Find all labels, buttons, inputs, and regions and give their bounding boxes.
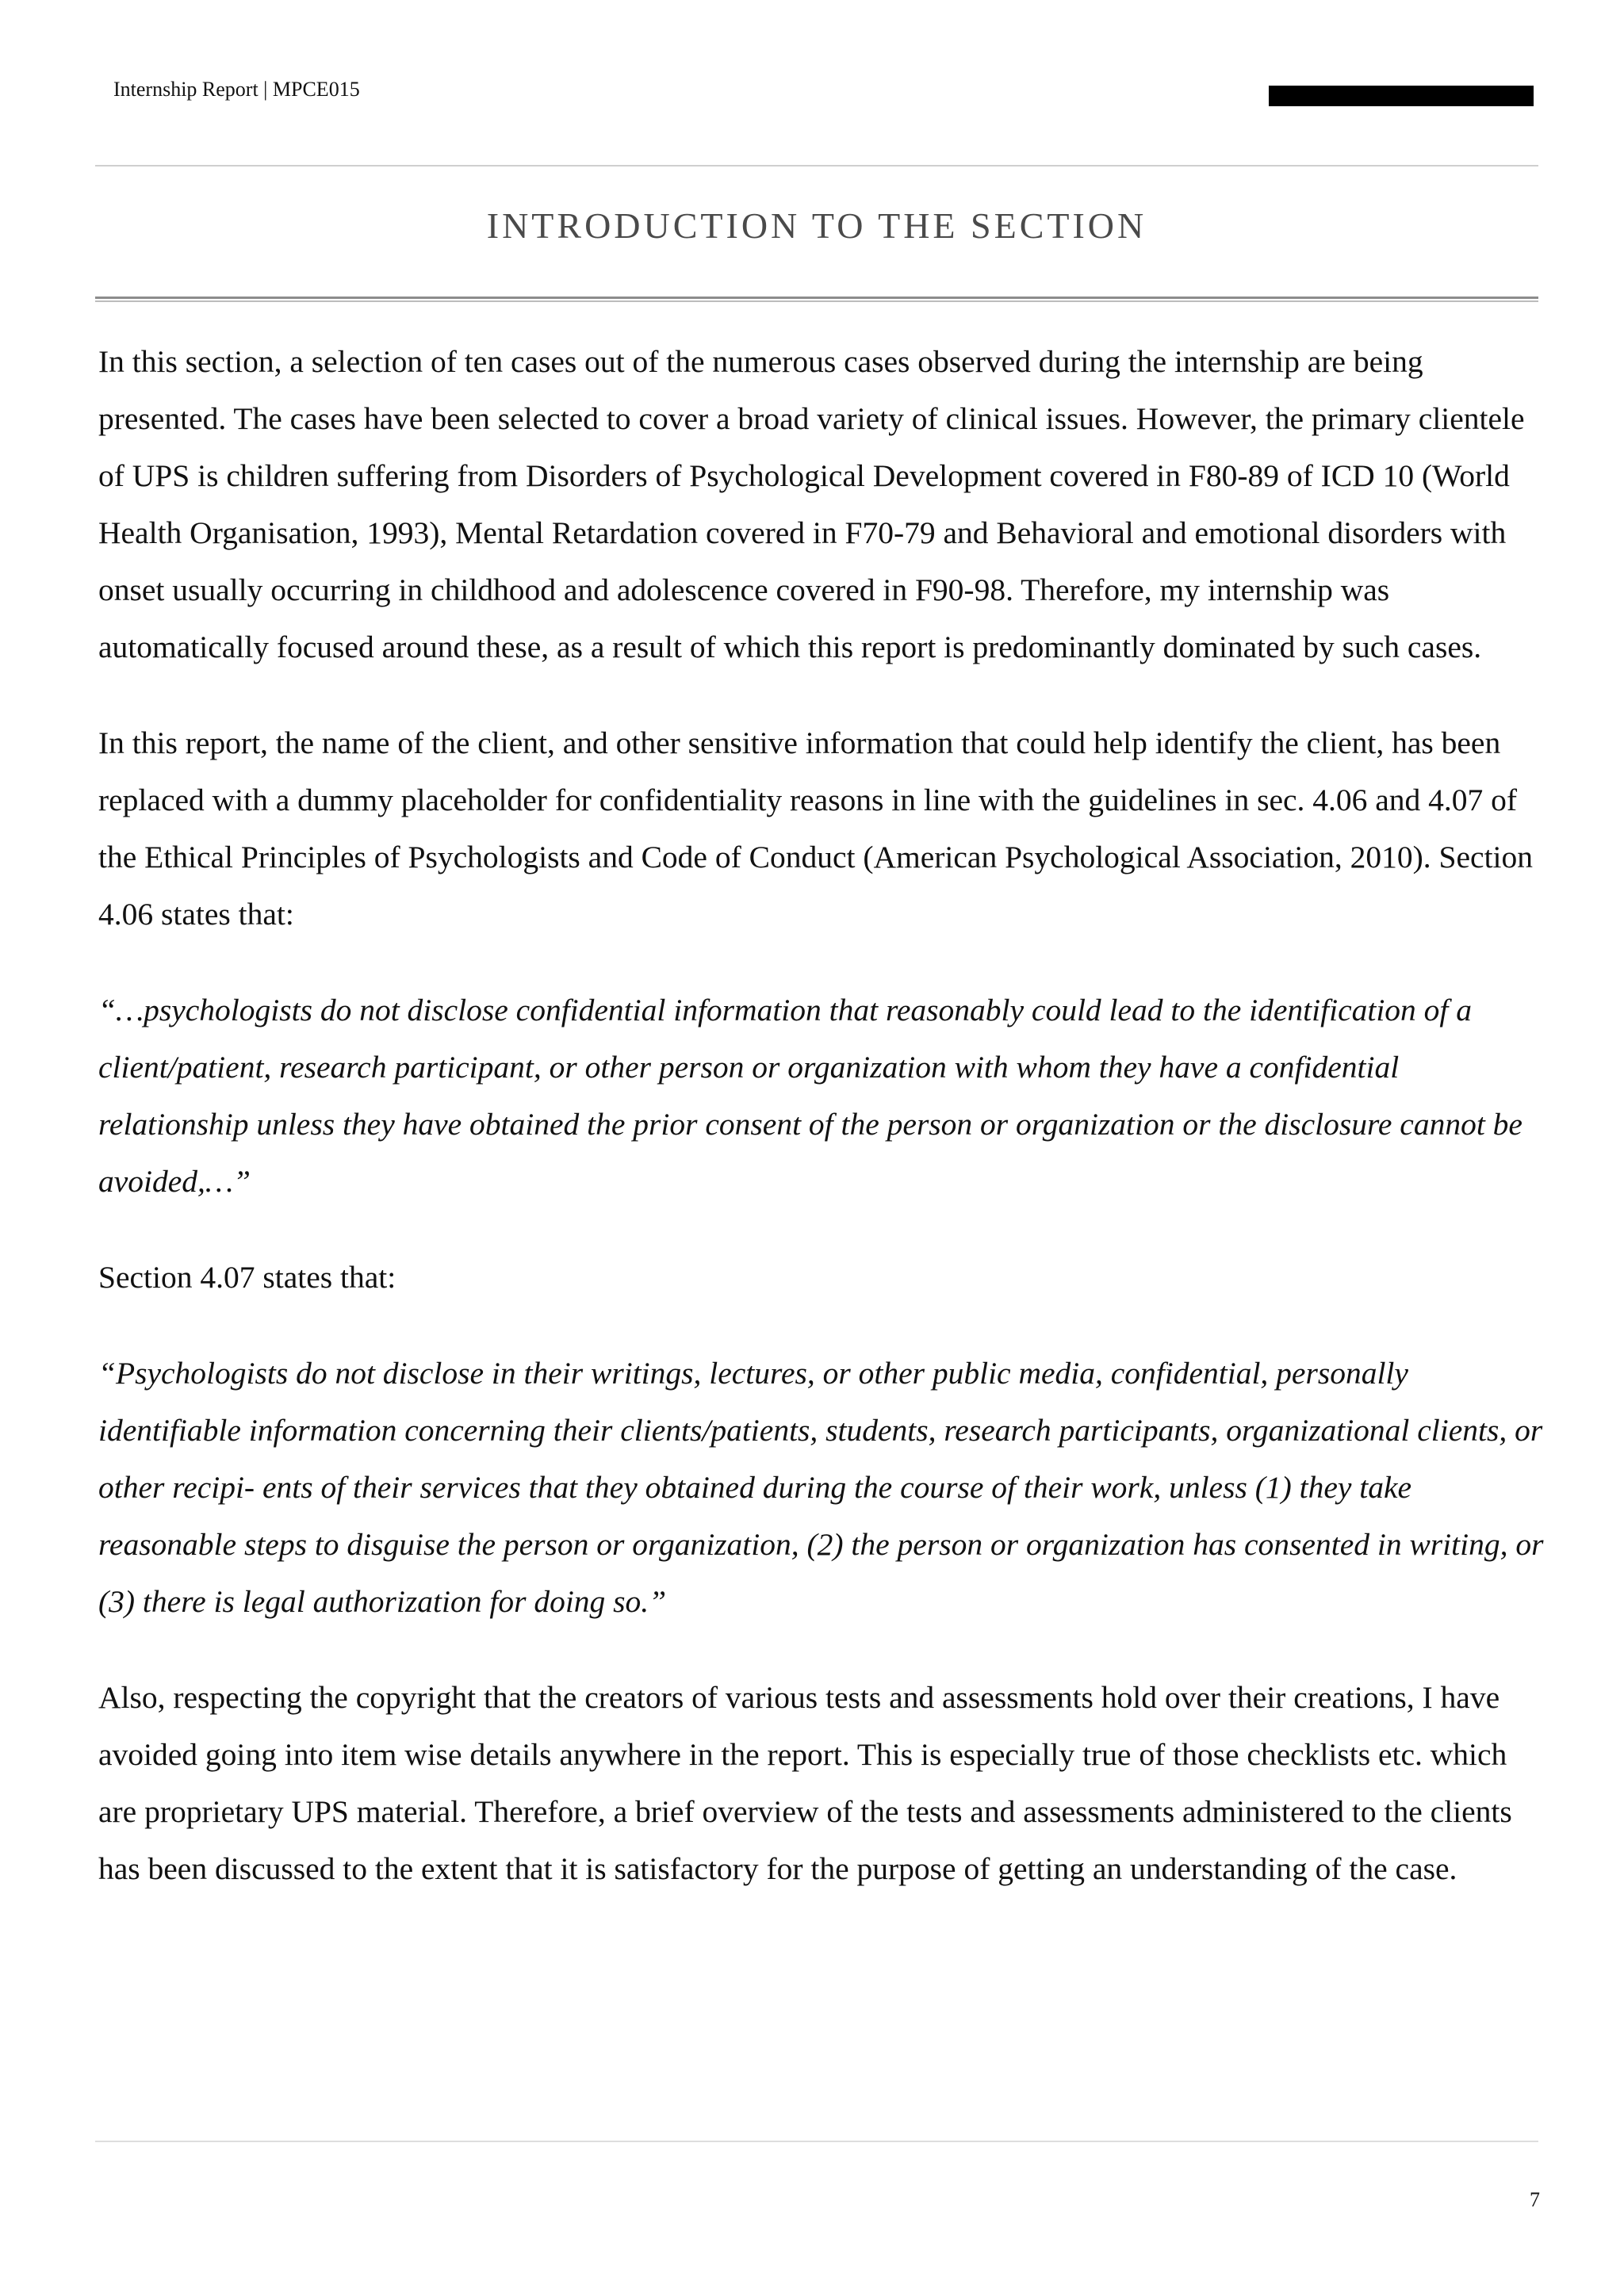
quote-section-4-07: “Psychologists do not disclose in their writings, lectures, or other public media, confidential, personally identifiable information concerning their clients/patients, students, research participants, organizational clients, or other recipi- ents of their services that they obtained during the course of their work, unless (1) they take reasonable steps to disguise the person or organization, (2) the person or organization has consented in writing, or (3) there is legal authorization for doing so.”	[98, 1356, 1544, 1619]
header-divider	[95, 165, 1538, 166]
paragraph-copyright: Also, respecting the copyright that the creators of various tests and assessments hold over their creations, I have avoided going into item wise details anywhere in the report. This is especially true of those checklists etc. which are proprietary UPS material. Therefore, a brief overview of the tests and assessments administered to the clients has been discussed to the extent that it is satisfactory for the purpose of getting an understanding of the case.	[98, 1680, 1512, 1886]
running-header: Internship Report | MPCE015	[113, 78, 360, 101]
paragraph-intro: In this section, a selection of ten cases out of the numerous cases observed during the internship are being presented. The cases have been selected to cover a broad variety of clinical issues. However, the primary clientele of UPS is children suffering from Disorders of Psychological Development covered in F80-89 of ICD 10 (World Health Organisation, 1993), Mental Retardation covered in F70-79 and Behavioral and emotional disorders with onset usually occurring in childhood and adolescence covered in F90-98. Therefore, my internship was automatically focused around these, as a result of which this report is predominantly dominated by such cases.	[98, 344, 1525, 664]
redaction-bar	[1269, 86, 1534, 106]
section-title: INTRODUCTION TO THE SECTION	[486, 205, 1147, 246]
paragraph-section-4-07-lead: Section 4.07 states that:	[98, 1260, 396, 1295]
footer-divider	[95, 2141, 1538, 2142]
quote-section-4-06: “…psychologists do not disclose confidential information that reasonably could lead to the identification of a client/patient, research participant, or other person or organization with whom they have a confidential relationship unless they have obtained the prior consent of the person or organization or the disclosure cannot be avoided,…”	[98, 993, 1522, 1199]
paragraph-confidentiality: In this report, the name of the client, and other sensitive information that could help identify the client, has been replaced with a dummy placeholder for confidentiality reasons in line with the guidelines in sec. 4.06 and 4.07 of the Ethical Principles of Psychologists and Code of Conduct (American Psychological Association, 2010). Section 4.06 states that:	[98, 725, 1534, 932]
title-divider	[95, 297, 1538, 302]
body-content	[98, 333, 1549, 1936]
page-number: 7	[1530, 2188, 1540, 2211]
